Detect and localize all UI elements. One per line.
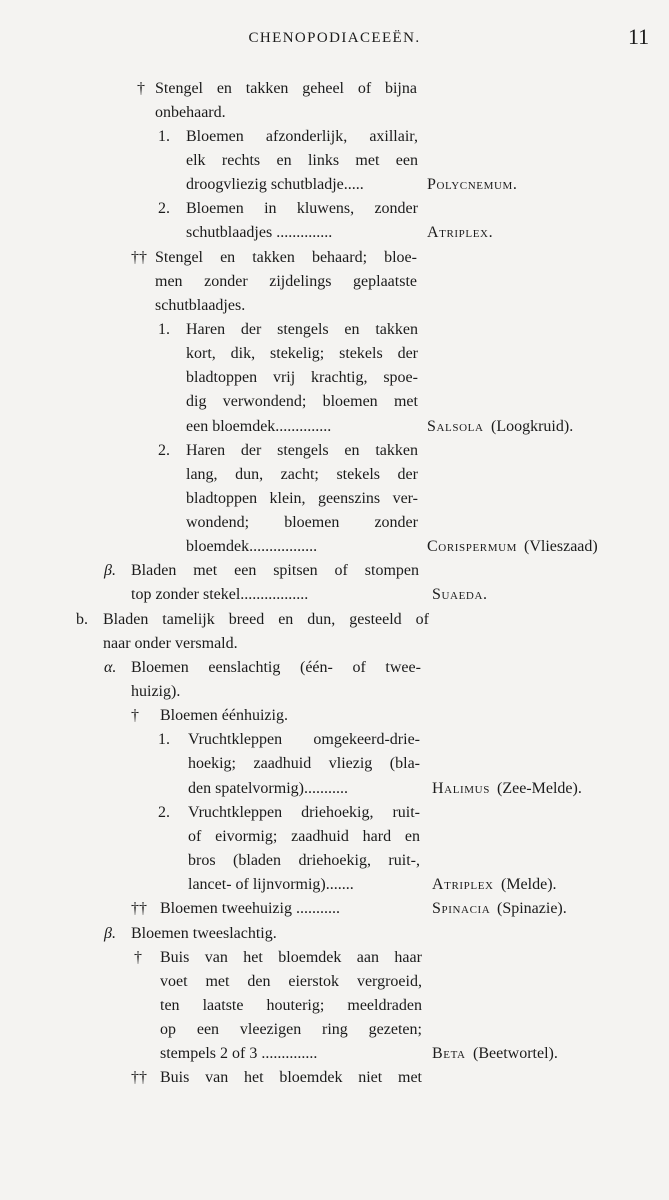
line-text: naar onder versmald.	[103, 635, 238, 652]
genus-name: Atriplex.	[427, 224, 494, 241]
line-text: voet met den eierstok vergroeid,	[160, 973, 422, 990]
line-text: ten laatste houterig; meeldraden	[160, 997, 422, 1014]
line-marker: 2.	[158, 442, 170, 459]
line-text: Vruchtkleppen driehoekig, ruit-	[188, 804, 420, 821]
genus-name: Corispermum	[427, 538, 518, 555]
line-text: Bloemen afzonderlijk, axillair,	[186, 128, 418, 145]
line-marker: 2.	[158, 200, 170, 217]
line-marker: α.	[104, 659, 117, 676]
line-text: Bloemen tweehuizig ...........	[160, 900, 340, 917]
line-text: Vruchtkleppen omgekeerd-drie-	[188, 731, 420, 748]
line-text: lancet- of lijnvormig).......	[188, 876, 354, 893]
line-text: wondend; bloemen zonder	[186, 514, 418, 531]
line-text: Haren der stengels en takken	[186, 442, 418, 459]
line-marker: 1.	[158, 128, 170, 145]
line-text: bladtoppen klein, geenszins ver-	[186, 490, 418, 507]
line-marker: b.	[76, 611, 88, 628]
line-text: Bloemen éénhuizig.	[160, 707, 288, 724]
line-marker: †	[137, 80, 145, 97]
common-name: (Zee-Melde).	[497, 780, 582, 797]
line-text: lang, dun, zacht; stekels der	[186, 466, 418, 483]
line-text: Buis van het bloemdek aan haar	[160, 949, 422, 966]
line-marker: †	[131, 707, 139, 724]
line-text: elk rechts en links met een	[186, 152, 418, 169]
line-marker: ††	[131, 249, 147, 266]
line-text: op een vleezigen ring gezeten;	[160, 1021, 422, 1038]
line-marker: β.	[104, 562, 116, 579]
line-text: Stengel en takken behaard; bloe-	[155, 249, 417, 266]
line-marker: 2.	[158, 804, 170, 821]
running-head: CHENOPODIACEEËN.	[248, 30, 421, 46]
genus-name: Salsola	[427, 418, 484, 435]
line-text: droogvliezig schutbladje.....	[186, 176, 364, 193]
page-number: 11	[628, 24, 650, 49]
common-name: (Beetwortel).	[473, 1045, 558, 1062]
line-text: dig verwondend; bloemen met	[186, 393, 418, 410]
line-text: schutblaadjes ..............	[186, 224, 333, 241]
genus-name: Suaeda.	[432, 586, 488, 603]
line-text: of eivormig; zaadhuid hard en	[188, 828, 420, 845]
line-marker: ††	[131, 900, 147, 917]
line-marker: 1.	[158, 731, 170, 748]
common-name: (Vlieszaad)	[524, 538, 598, 555]
genus-name: Beta	[432, 1045, 466, 1062]
line-text: Bladen met een spitsen of stompen	[131, 562, 419, 579]
genus-name: Atriplex	[432, 876, 494, 893]
line-marker: 1.	[158, 321, 170, 338]
line-text: den spatelvormig)...........	[188, 780, 348, 797]
line-text: Buis van het bloemdek niet met	[160, 1069, 422, 1086]
line-text: onbehaard.	[155, 104, 226, 121]
line-text: hoekig; zaadhuid vliezig (bla-	[188, 755, 420, 772]
line-text: bladtoppen vrij krachtig, spoe-	[186, 369, 418, 386]
line-text: bros (bladen driehoekig, ruit-,	[188, 852, 420, 869]
common-name: (Melde).	[501, 876, 557, 893]
common-name: (Spinazie).	[497, 900, 567, 917]
line-text: schutblaadjes.	[155, 297, 246, 314]
line-text: Bloemen tweeslachtig.	[131, 925, 277, 942]
line-text: bloemdek.................	[186, 538, 318, 555]
line-text: kort, dik, stekelig; stekels der	[186, 345, 418, 362]
line-text: Stengel en takken geheel of bijna	[155, 80, 417, 97]
line-text: stempels 2 of 3 ..............	[160, 1045, 318, 1062]
genus-name: Spinacia	[432, 900, 491, 917]
genus-name: Polycnemum.	[427, 176, 518, 193]
line-text: een bloemdek..............	[186, 418, 332, 435]
line-text: top zonder stekel.................	[131, 586, 309, 603]
line-text: huizig).	[131, 683, 181, 700]
line-marker: ††	[131, 1069, 147, 1086]
line-text: men zonder zijdelings geplaatste	[155, 273, 417, 290]
line-text: Bladen tamelijk breed en dun, gesteeld of	[103, 611, 429, 628]
genus-name: Halimus	[432, 780, 490, 797]
line-text: Bloemen in kluwens, zonder	[186, 200, 418, 217]
common-name: (Loogkruid).	[491, 418, 574, 435]
line-marker: β.	[104, 925, 116, 942]
line-marker: †	[134, 949, 142, 966]
line-text: Bloemen eenslachtig (één- of twee-	[131, 659, 421, 676]
line-text: Haren der stengels en takken	[186, 321, 418, 338]
